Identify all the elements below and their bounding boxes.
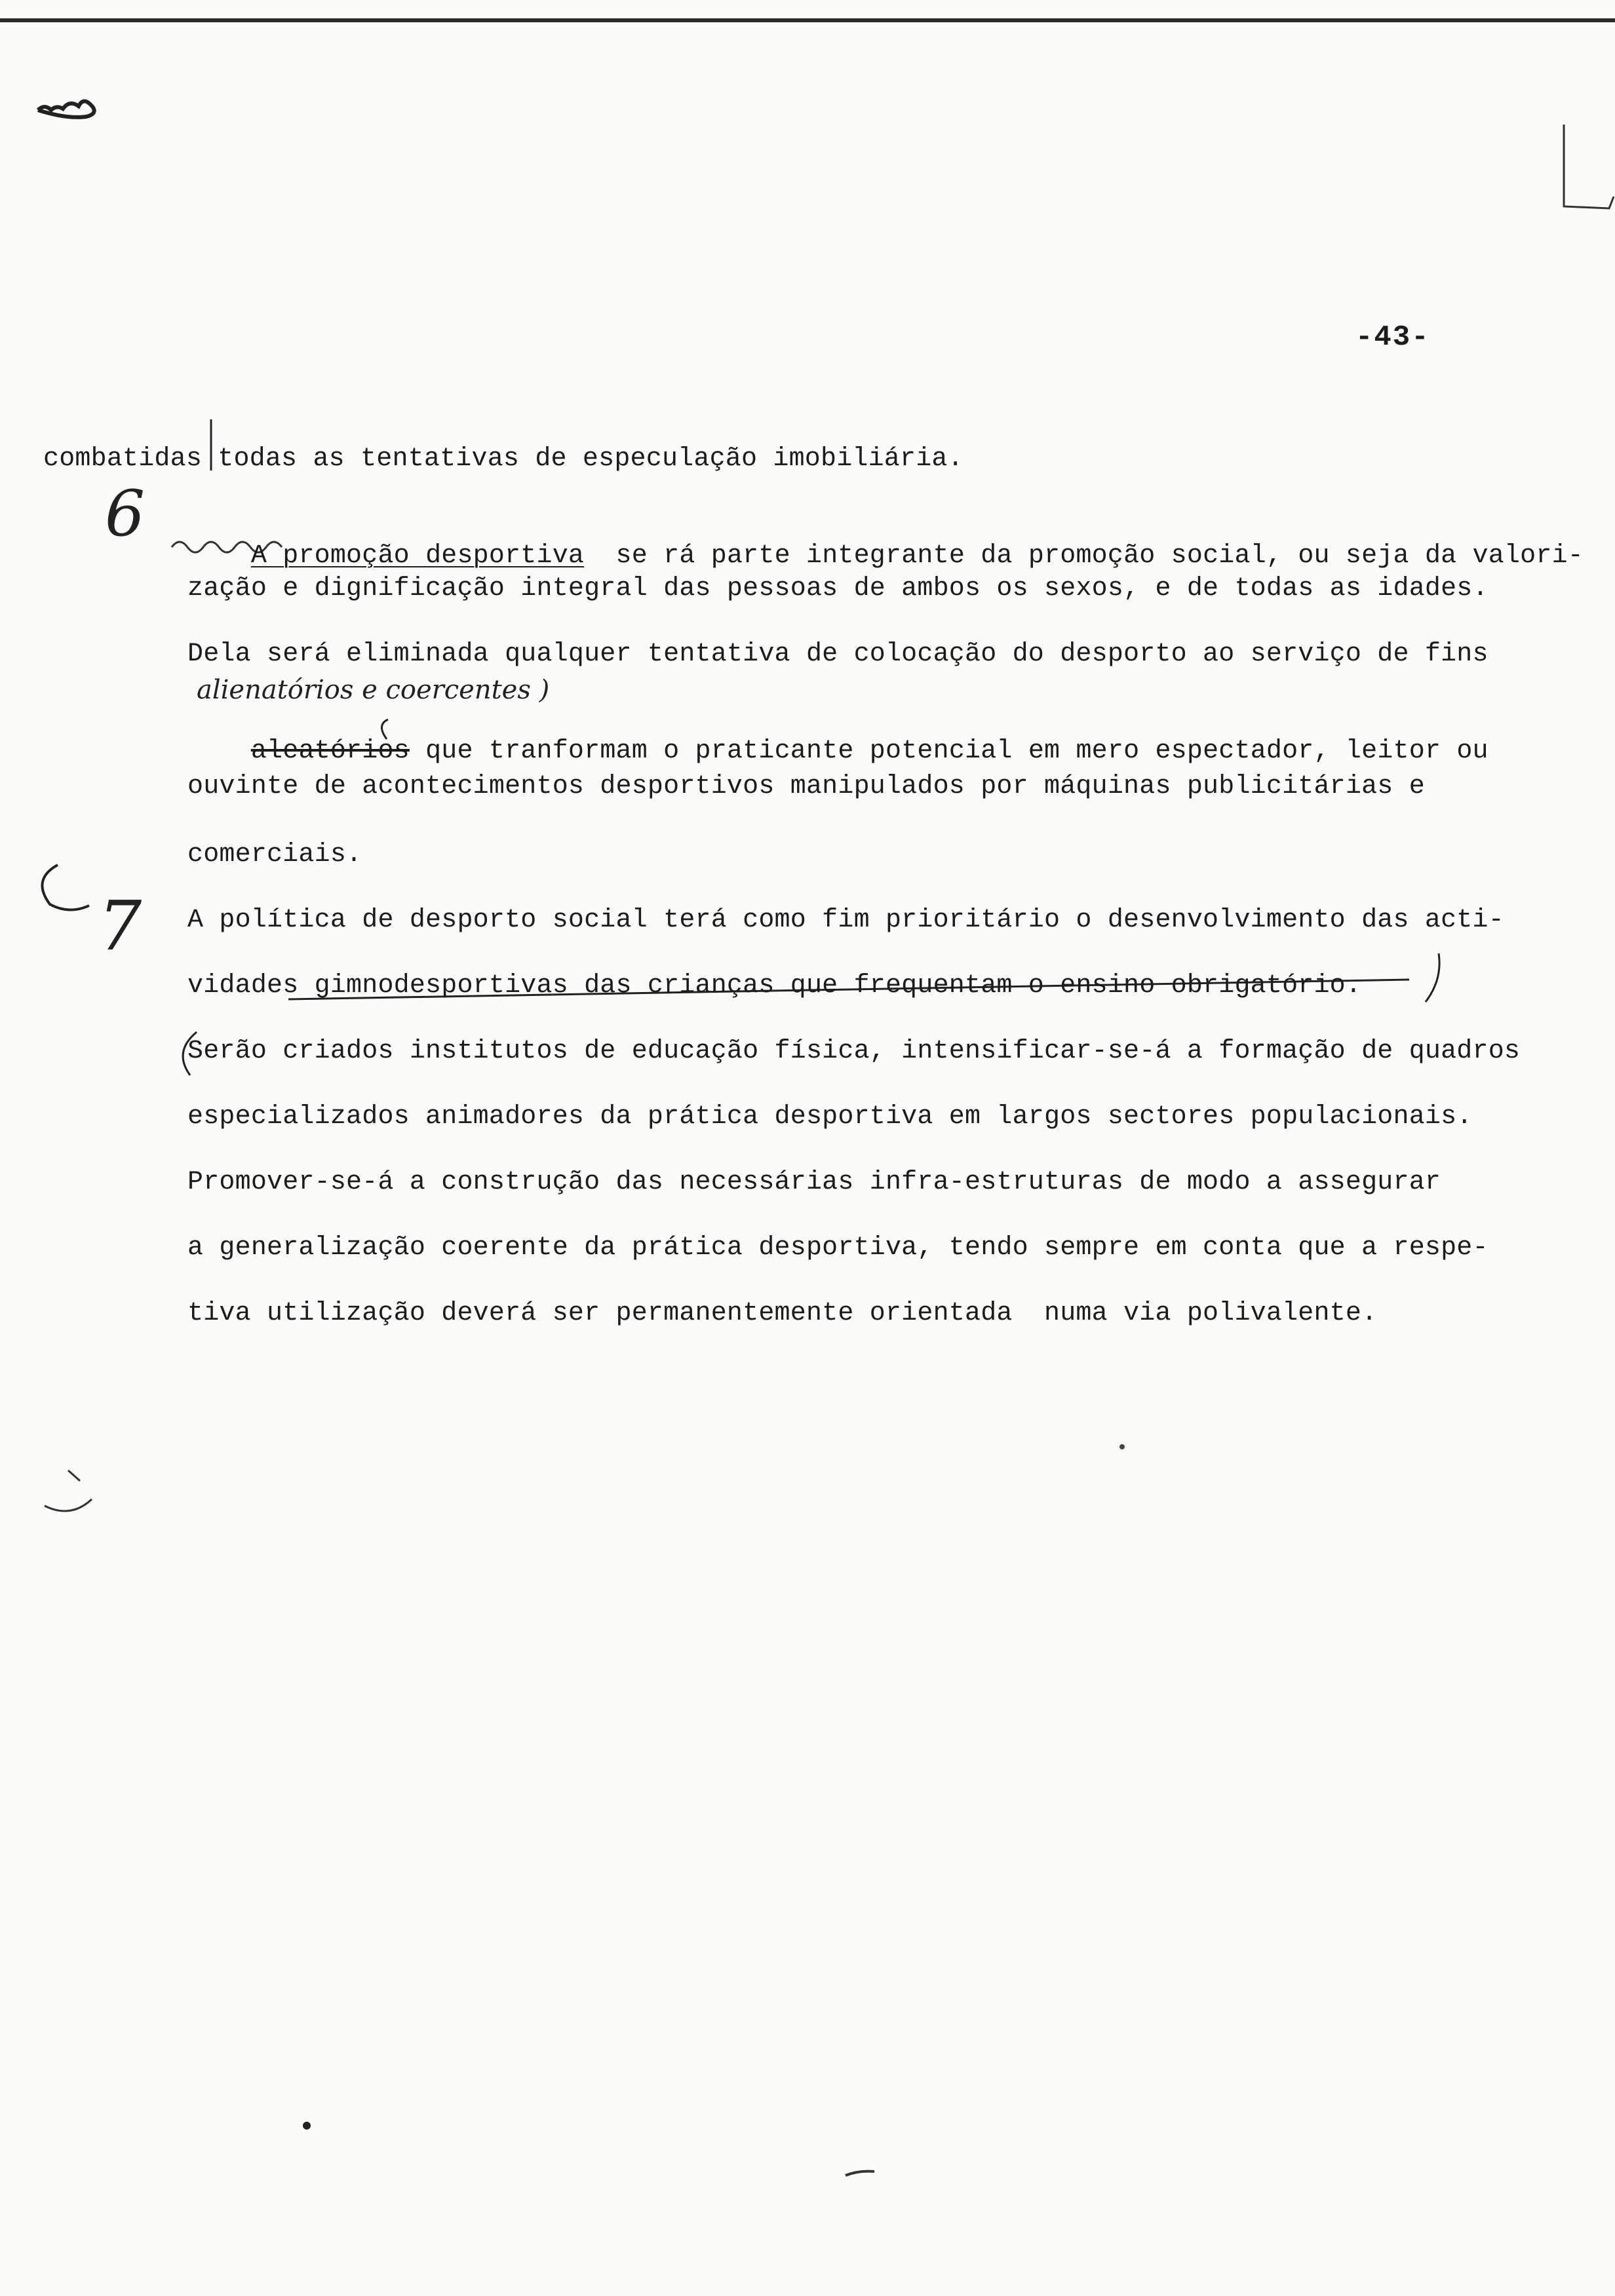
text-line: tiva utilização deverá ser permanentemente orientada numa via polivalente. <box>187 1299 1378 1328</box>
text-line: vidades gimnodesportivas das crianças que frequentam o ensino obrigatório. <box>187 971 1362 1001</box>
text-line: A política de desporto social terá como fim prioritário o desenvolvimento das acti- <box>187 906 1504 935</box>
item-mark-7: 7 <box>98 886 142 966</box>
struck-word: aleatórios <box>250 737 410 766</box>
text-line: comerciais. <box>187 840 362 870</box>
text-line: Serão criados institutos de educação física, intensificar-se-á a formação de quadros <box>187 1037 1521 1066</box>
text-line: Dela será eliminada qualquer tentativa de colocação do desporto ao serviço de fins <box>187 640 1489 669</box>
text-line: zação e dignificação integral das pessoas de ambos os sexos, e de todas as idades. <box>187 574 1489 603</box>
text-line-remainder: que tranformam o praticante potencial em mero espectador, leitor ou <box>425 737 1489 766</box>
page-number: -43- <box>1355 321 1430 354</box>
text-line: Promover-se-á a construção das necessárias infra-estruturas de modo a assegurar <box>187 1168 1441 1197</box>
text-line: a generalização coerente da prática desportiva, tendo sempre em conta que a respe- <box>187 1233 1489 1263</box>
underlined-phrase: A promoção desportiva <box>250 541 585 571</box>
text-line: combatidas todas as tentativas de especulação imobiliária. <box>43 444 963 474</box>
text-line: especializados animadores da prática desportiva em largos sectores populacionais. <box>187 1102 1473 1132</box>
text-line-remainder: se rá parte integrante da promoção social, ou seja da valori- <box>615 541 1584 571</box>
text-line-remainder <box>410 737 425 766</box>
item-mark-6: 6 <box>105 477 146 550</box>
handwritten-insertion: alienatórios e coercentes ) <box>197 675 550 705</box>
text-line: ouvinte de acontecimentos desportivos manipulados por máquinas publicitárias e <box>187 772 1425 801</box>
text-line-remainder <box>584 541 615 571</box>
